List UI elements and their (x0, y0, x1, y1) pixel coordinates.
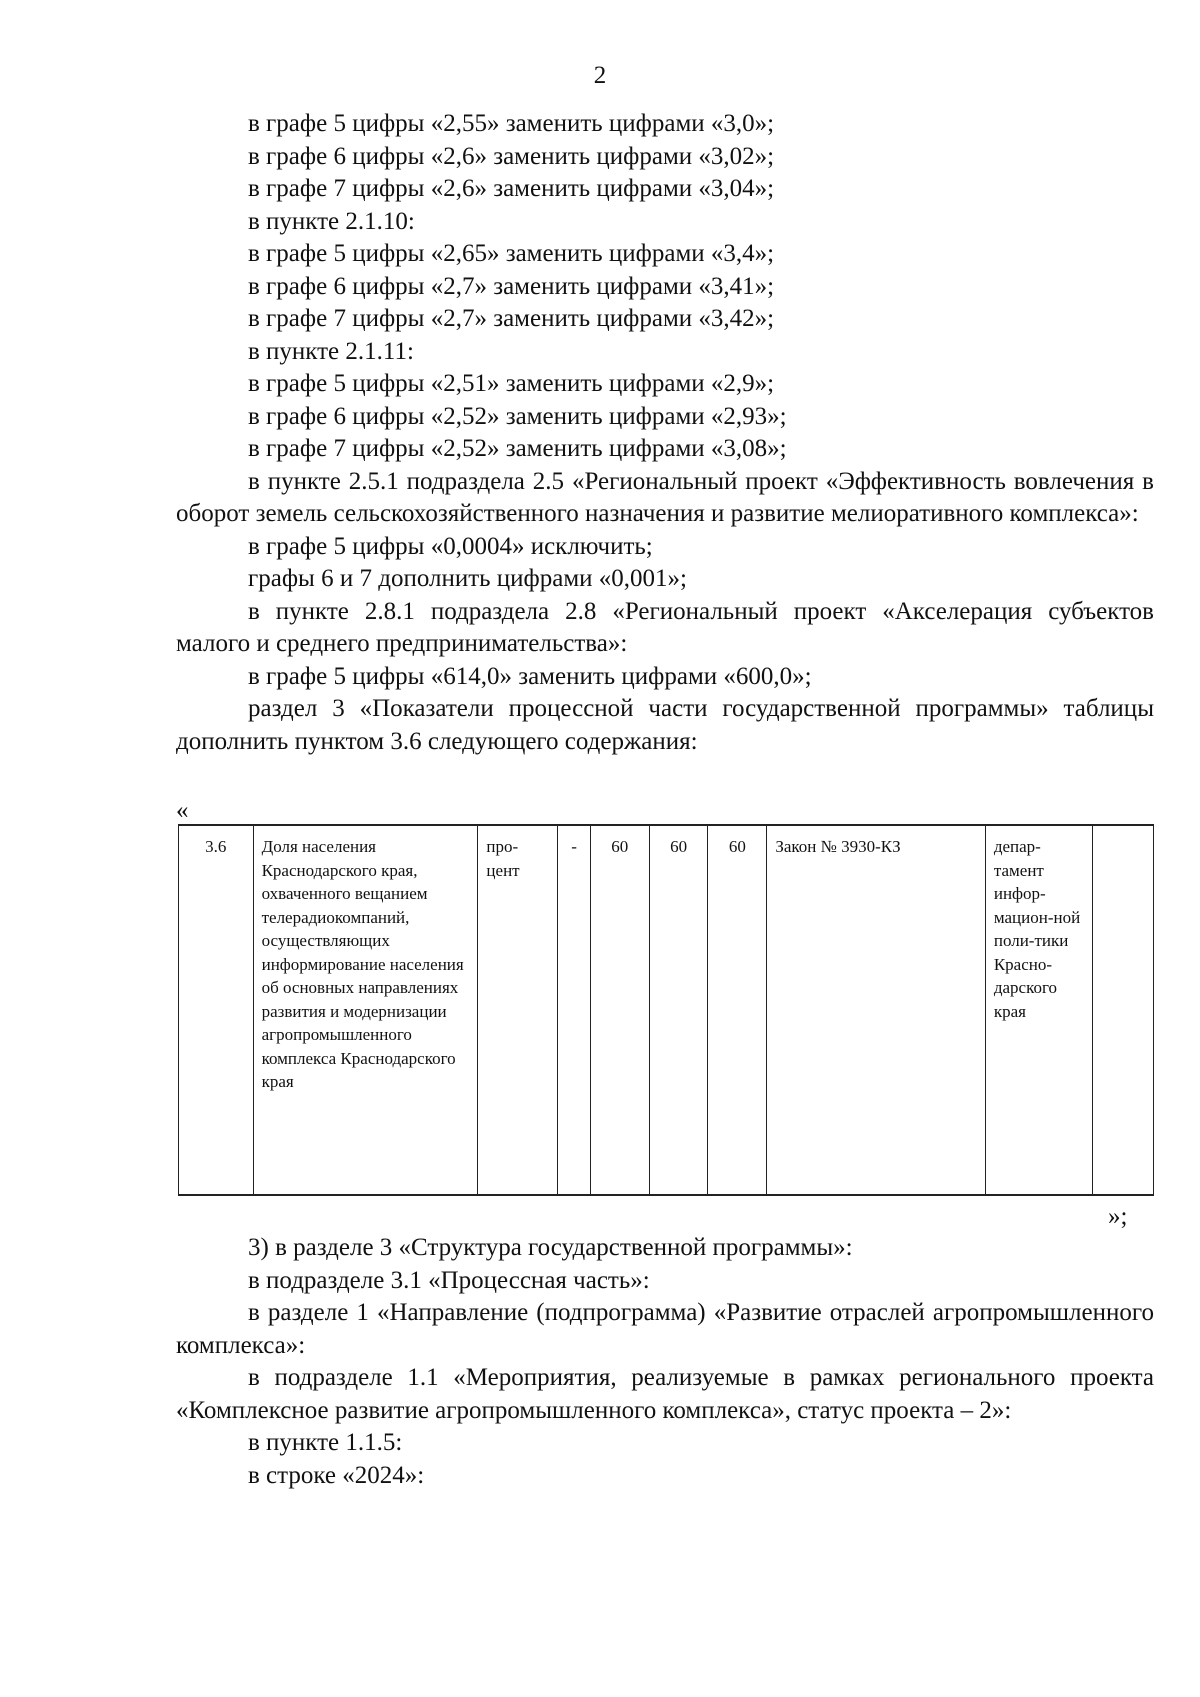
paragraph: в графе 7 цифры «2,7» заменить цифрами «3,42»; (248, 305, 775, 332)
page-number: 2 (593, 62, 607, 89)
cell-responsible: депар-тамент инфор-мацион-ной поли-тики Красно-дарского края (985, 825, 1092, 1195)
paragraph: в пункте 1.1.5: (248, 1429, 403, 1456)
paragraph: в графе 5 цифры «0,0004» исключить; (248, 532, 653, 560)
cell-base-value: - (558, 825, 591, 1195)
cell-basis: Закон № 3930-КЗ (767, 825, 986, 1195)
paragraph: в строке «2024»: (248, 1461, 425, 1489)
paragraph: в графе 5 цифры «2,55» заменить цифрами «3,0»; (248, 110, 775, 137)
cell-number: 3.6 (179, 825, 254, 1195)
table-row (179, 825, 1154, 1195)
amendment-text-bottom (176, 1232, 1154, 1492)
paragraph: в пункте 2.1.10: (248, 207, 415, 235)
cell-unit: про-цент (478, 825, 558, 1195)
quote-close: »; (1108, 1203, 1128, 1230)
paragraph: в подразделе 1.1 «Мероприятия, реализуемые в рамках регионального проекта «Комплексное развитие агропромышленного комплекса», статус проекта – 2»: (176, 1364, 1154, 1424)
cell-value-2: 60 (649, 825, 708, 1195)
paragraph: в графе 6 цифры «2,6» заменить цифрами «3,02»; (248, 142, 775, 170)
paragraph: в подразделе 3.1 «Процессная часть»: (248, 1266, 650, 1294)
paragraph: 3) в разделе 3 «Структура государственной программы»: (248, 1234, 853, 1261)
paragraph: в графе 5 цифры «614,0» заменить цифрами «600,0»; (248, 662, 812, 690)
paragraph: графы 6 и 7 дополнить цифрами «0,001»; (248, 565, 688, 592)
paragraph: в графе 7 цифры «2,6» заменить цифрами «3,04»; (248, 175, 775, 202)
cell-value-3: 60 (708, 825, 767, 1195)
paragraph: в графе 6 цифры «2,7» заменить цифрами «3,41»; (248, 272, 775, 300)
paragraph: в разделе 1 «Направление (подпрограмма) «Развитие отраслей агропромышленного комплекса»: (176, 1299, 1154, 1359)
paragraph: в пункте 2.8.1 подраздела 2.8 «Региональный проект «Акселерация субъектов малого и среднего предпринимательства»: (176, 597, 1154, 657)
amendment-text-top (176, 108, 1154, 758)
cell-extra (1093, 825, 1154, 1195)
cell-value-1: 60 (590, 825, 649, 1195)
paragraph: в графе 5 цифры «2,65» заменить цифрами «3,4»; (248, 240, 775, 267)
paragraph: в графе 7 цифры «2,52» заменить цифрами «3,08»; (248, 435, 787, 462)
quote-open: « (176, 797, 189, 824)
paragraph: в пункте 2.5.1 подраздела 2.5 «Региональный проект «Эффективность вовлечения в оборот земель сельскохозяйственного назначения и развитие мелиоративного комплекса»: (176, 467, 1154, 527)
paragraph: в графе 6 цифры «2,52» заменить цифрами «2,93»; (248, 402, 787, 430)
paragraph: в пункте 2.1.11: (248, 337, 414, 365)
paragraph: раздел 3 «Показатели процессной части государственной программы» таблицы дополнить пунктом 3.6 следующего содержания: (176, 695, 1154, 755)
cell-indicator-name: Доля населения Краснодарского края, охваченного вещанием телерадиокомпаний, осуществляющих информирование населения об основных направлениях развития и модернизации агропромышленного комплекса Краснодарского края (253, 825, 478, 1195)
indicator-table (178, 824, 1154, 1196)
paragraph: в графе 5 цифры «2,51» заменить цифрами «2,9»; (248, 370, 775, 397)
